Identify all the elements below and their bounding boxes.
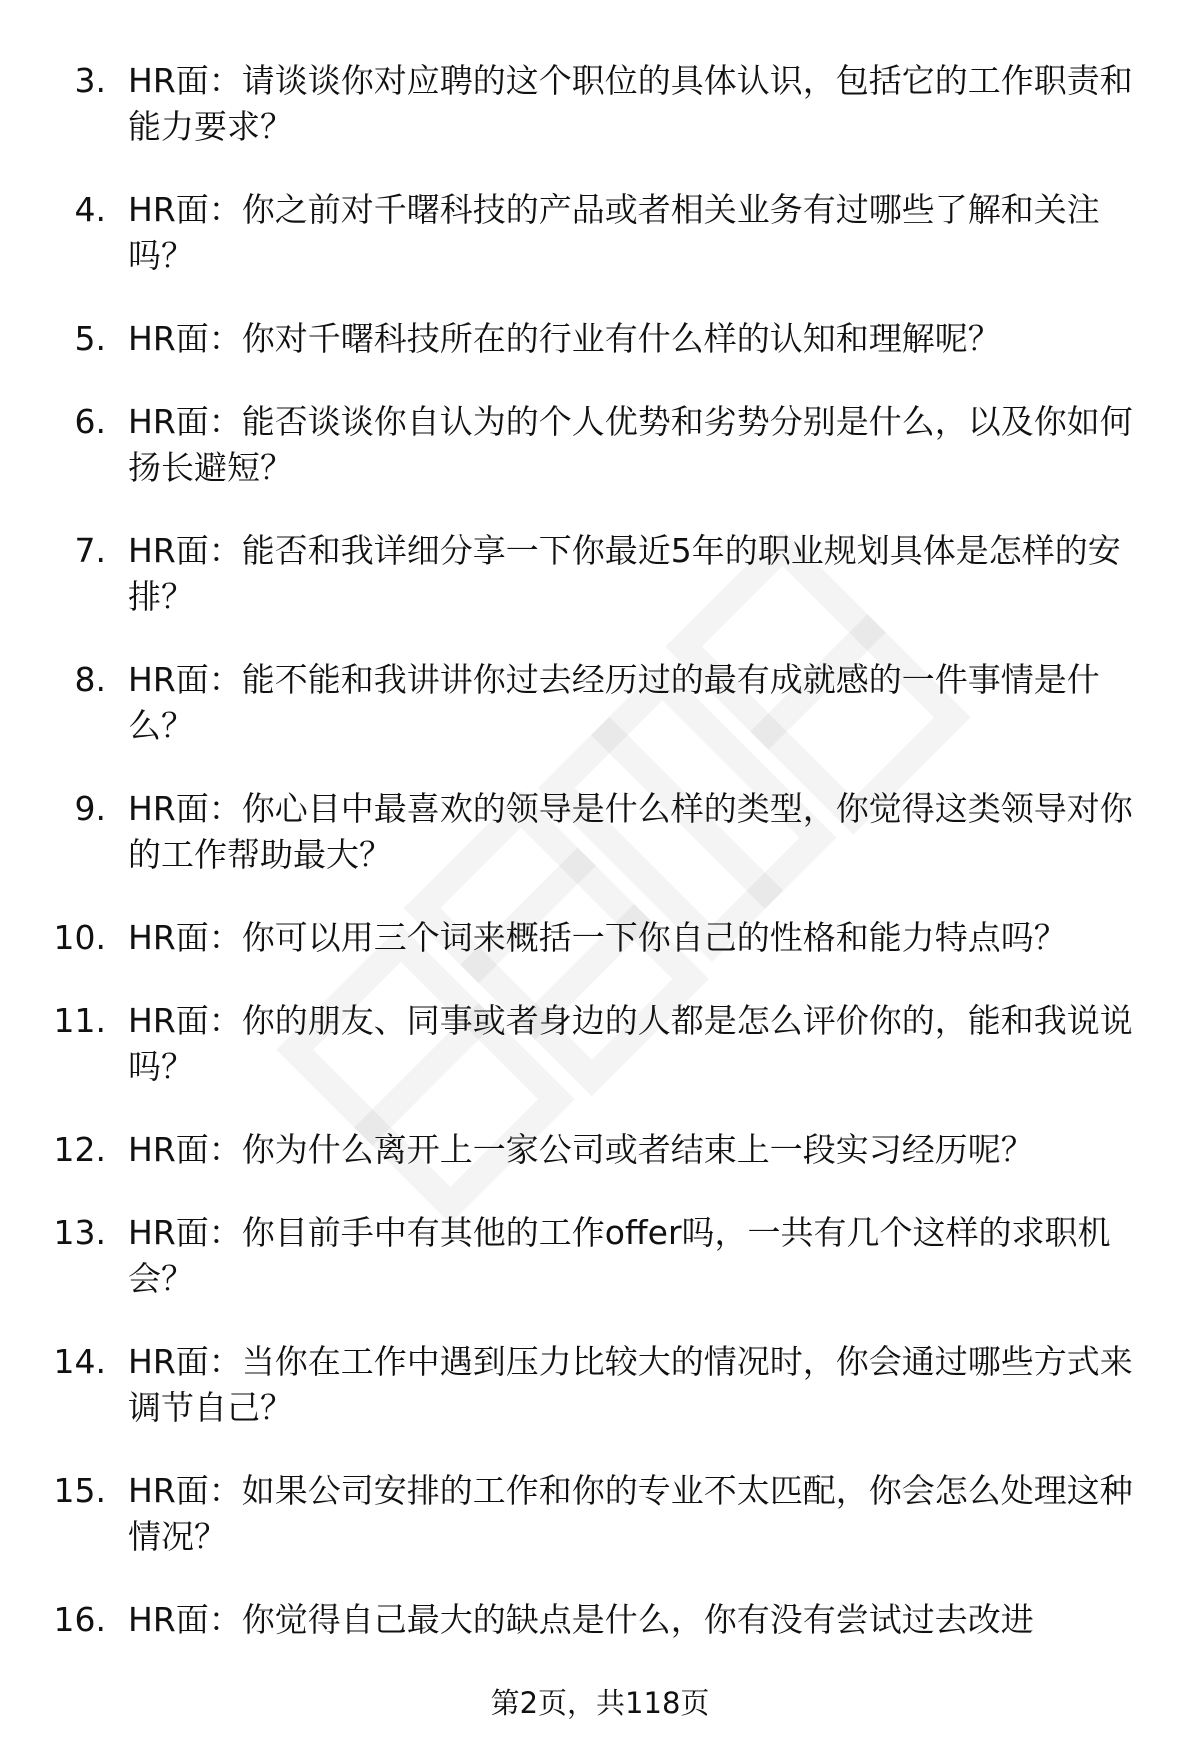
list-item (0, 915, 1200, 961)
question-text: HR面：当你在工作中遇到压力比较大的情况时，你会通过哪些方式来调节自己？ (128, 1342, 1133, 1427)
question-text: HR面：你之前对千曙科技的产品或者相关业务有过哪些了解和关注吗？ (128, 190, 1100, 275)
question-number: 8. (74, 660, 106, 699)
list-item (0, 1127, 1200, 1173)
question-number: 6. (74, 402, 106, 441)
question-text: HR面：你的朋友、同事或者身边的人都是怎么评价你的，能和我说说吗？ (128, 1001, 1133, 1086)
page-footer: 第2页，共118页 (490, 1686, 710, 1720)
list-item (0, 399, 1200, 491)
question-number: 14. (53, 1342, 106, 1381)
question-list (0, 58, 1200, 1680)
list-item (0, 1210, 1200, 1302)
list-item (0, 786, 1200, 878)
question-number: 10. (53, 918, 106, 957)
question-number: 5. (74, 319, 106, 358)
list-item (0, 998, 1200, 1090)
question-number: 3. (74, 61, 106, 100)
question-text: HR面：你为什么离开上一家公司或者结束上一段实习经历呢？ (128, 1130, 1034, 1169)
question-number: 11. (53, 1001, 106, 1040)
list-item (0, 58, 1200, 150)
question-number: 15. (53, 1471, 106, 1510)
list-item (0, 316, 1200, 362)
list-item (0, 657, 1200, 749)
question-number: 9. (74, 789, 106, 828)
question-text: HR面：能否谈谈你自认为的个人优势和劣势分别是什么，以及你如何扬长避短？ (128, 402, 1133, 487)
list-item (0, 1339, 1200, 1431)
question-number: 7. (74, 531, 106, 570)
list-item (0, 528, 1200, 620)
question-text: HR面：能不能和我讲讲你过去经历过的最有成就感的一件事情是什么？ (128, 660, 1100, 745)
question-text: HR面：你觉得自己最大的缺点是什么，你有没有尝试过去改进 (128, 1600, 1034, 1639)
list-item (0, 187, 1200, 279)
question-text: HR面：你心目中最喜欢的领导是什么样的类型，你觉得这类领导对你的工作帮助最大？ (128, 789, 1133, 874)
list-item (0, 1468, 1200, 1560)
question-text: HR面：你对千曙科技所在的行业有什么样的认知和理解呢？ (128, 319, 1001, 358)
question-text: HR面：能否和我详细分享一下你最近5年的职业规划具体是怎样的安排？ (128, 531, 1121, 616)
question-text: HR面：你目前手中有其他的工作offer吗，一共有几个这样的求职机会？ (128, 1213, 1111, 1298)
list-item (0, 1597, 1200, 1643)
question-number: 16. (53, 1600, 106, 1639)
question-text: HR面：如果公司安排的工作和你的专业不太匹配，你会怎么处理这种情况？ (128, 1471, 1133, 1556)
question-text: HR面：请谈谈你对应聘的这个职位的具体认识，包括它的工作职责和能力要求？ (128, 61, 1133, 146)
question-number: 13. (53, 1213, 106, 1252)
question-number: 12. (53, 1130, 106, 1169)
question-text: HR面：你可以用三个词来概括一下你自己的性格和能力特点吗？ (128, 918, 1067, 957)
question-number: 4. (74, 190, 106, 229)
